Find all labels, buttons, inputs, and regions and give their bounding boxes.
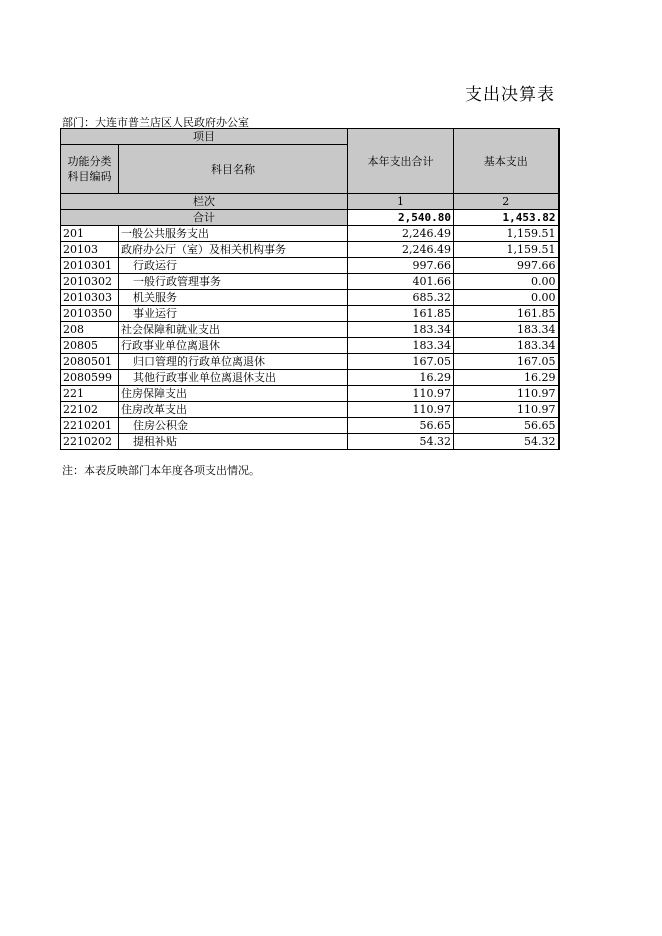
row-basic: 54.32 [454,434,559,450]
row-basic: 1,159.51 [454,226,559,242]
row-basic: 56.65 [454,418,559,434]
row-name: 住房改革支出 [119,402,348,418]
row-total: 685.32 [348,290,454,306]
table-row [61,274,559,290]
header-basic: 基本支出 [454,129,559,194]
row-code: 2010302 [61,274,119,290]
row-code: 2010303 [61,290,119,306]
row-basic: 1,159.51 [454,242,559,258]
department-label: 部门：大连市普兰店区人民政府办公室 [62,116,249,129]
row-name: 一般行政管理事务 [119,274,348,290]
row-name: 事业运行 [119,306,348,322]
table-row [61,242,559,258]
row-name: 住房保障支出 [119,386,348,402]
row-total: 56.65 [348,418,454,434]
row-code: 2010301 [61,258,119,274]
row-basic: 183.34 [454,322,559,338]
column-index-row [61,194,559,210]
footnote: 注：本表反映部门本年度各项支出情况。 [62,464,260,477]
expenditure-table [60,128,560,450]
row-basic: 0.00 [454,290,559,306]
row-name: 一般公共服务支出 [119,226,348,242]
row-total: 167.05 [348,354,454,370]
row-code: 201 [61,226,119,242]
table-row [61,402,559,418]
row-code: 2080501 [61,354,119,370]
row-name: 住房公积金 [119,418,348,434]
row-name: 归口管理的行政单位离退休 [119,354,348,370]
column-label: 栏次 [61,194,348,210]
table-row [61,434,559,450]
row-total: 997.66 [348,258,454,274]
row-basic: 0.00 [454,274,559,290]
row-total: 110.97 [348,402,454,418]
row-name: 政府办公厅（室）及相关机构事务 [119,242,348,258]
row-code: 2210201 [61,418,119,434]
row-name: 其他行政事业单位离退休支出 [119,370,348,386]
header-total: 本年支出合计 [348,129,454,194]
row-total: 110.97 [348,386,454,402]
table-row [61,354,559,370]
row-name: 社会保障和就业支出 [119,322,348,338]
row-code: 20103 [61,242,119,258]
table-row [61,290,559,306]
row-basic: 183.34 [454,338,559,354]
row-total: 401.66 [348,274,454,290]
row-code: 208 [61,322,119,338]
column-index-1: 1 [348,194,454,210]
row-total: 2,246.49 [348,242,454,258]
sum-row [61,210,559,226]
row-basic: 167.05 [454,354,559,370]
row-code: 22102 [61,402,119,418]
row-name: 行政事业单位离退休 [119,338,348,354]
row-basic: 110.97 [454,386,559,402]
row-name: 提租补贴 [119,434,348,450]
row-basic: 16.29 [454,370,559,386]
row-code: 2210202 [61,434,119,450]
row-name: 行政运行 [119,258,348,274]
table-row [61,386,559,402]
header-name: 科目名称 [119,145,348,194]
row-total: 183.34 [348,338,454,354]
column-index-2: 2 [454,194,559,210]
row-total: 183.34 [348,322,454,338]
row-name: 机关服务 [119,290,348,306]
row-code: 221 [61,386,119,402]
table-row [61,306,559,322]
table-row [61,258,559,274]
table-row [61,418,559,434]
row-total: 161.85 [348,306,454,322]
row-basic: 997.66 [454,258,559,274]
row-code: 20805 [61,338,119,354]
table-row [61,370,559,386]
header-project: 项目 [61,129,348,145]
row-total: 2,246.49 [348,226,454,242]
row-code: 2010350 [61,306,119,322]
row-total: 16.29 [348,370,454,386]
sum-basic: 1,453.82 [454,210,559,226]
sum-total: 2,540.80 [348,210,454,226]
row-basic: 161.85 [454,306,559,322]
header-row-project [61,129,559,145]
sum-label: 合计 [61,210,348,226]
header-code: 功能分类 科目编码 [61,145,119,194]
page-title: 支出决算表 [465,85,555,105]
table-row [61,338,559,354]
row-code: 2080599 [61,370,119,386]
table-row [61,226,559,242]
table-row [61,322,559,338]
row-basic: 110.97 [454,402,559,418]
row-total: 54.32 [348,434,454,450]
